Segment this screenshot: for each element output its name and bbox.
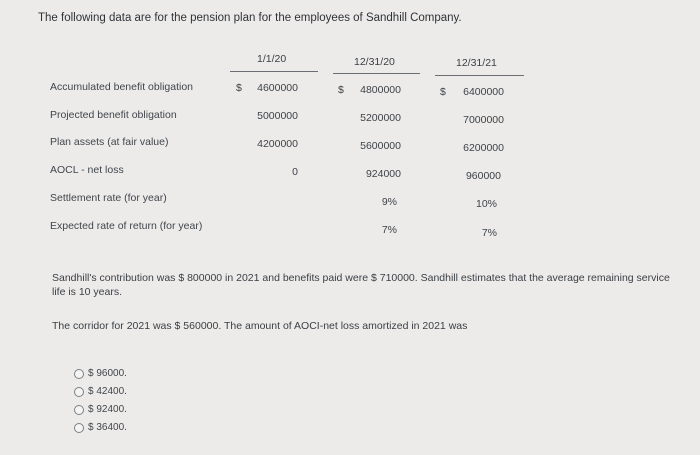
answer-option-3[interactable]: [74, 404, 127, 415]
answer-option-2[interactable]: [74, 386, 127, 397]
table-cell: 7000000: [463, 114, 504, 126]
row-label-expected-return: Expected rate of return (for year): [50, 220, 203, 232]
radio-icon[interactable]: [74, 423, 84, 433]
table-cell: 5000000: [257, 110, 298, 122]
table-cell: $: [440, 86, 446, 98]
radio-icon[interactable]: [74, 369, 84, 379]
table-cell: 4600000: [257, 82, 298, 94]
row-label-abo: Accumulated benefit obligation: [50, 81, 194, 93]
answer-option-4[interactable]: [74, 422, 127, 433]
table-cell: 5200000: [360, 112, 401, 124]
option-label: $ 36400.: [88, 422, 127, 433]
intro-text: The following data are for the pension plan for the employees of Sandhill Company.: [38, 12, 462, 24]
answer-option-1[interactable]: [74, 368, 127, 379]
table-cell: 924000: [365, 168, 401, 180]
row-label-aocl: AOCL - net loss: [50, 164, 124, 176]
table-cell: 7%: [481, 227, 497, 239]
table-cell: 5600000: [360, 140, 401, 152]
table-cell: 7%: [381, 224, 397, 236]
table-cell: 4800000: [360, 84, 401, 96]
table-cell: 6400000: [463, 86, 504, 98]
table-cell: 9%: [381, 196, 397, 208]
option-label: $ 92400.: [88, 404, 127, 415]
col-header-1-1-20: 1/1/20: [257, 53, 287, 65]
question-text: The corridor for 2021 was $ 560000. The amount of AOCI-net loss amortized in 2021 was: [52, 320, 468, 332]
option-label: $ 42400.: [88, 386, 127, 397]
col-header-12-31-20: 12/31/20: [354, 56, 395, 68]
table-cell: $: [338, 84, 344, 96]
header-rule-3: [435, 75, 524, 76]
table-cell: 960000: [465, 170, 501, 182]
radio-icon[interactable]: [74, 405, 84, 415]
row-label-settlement-rate: Settlement rate (for year): [50, 192, 167, 204]
table-cell: 0: [292, 166, 298, 178]
row-label-plan-assets: Plan assets (at fair value): [50, 136, 169, 148]
option-label: $ 96000.: [88, 368, 127, 379]
header-rule-1: [230, 71, 318, 72]
header-rule-2: [333, 73, 420, 74]
radio-icon[interactable]: [74, 387, 84, 397]
col-header-12-31-21: 12/31/21: [456, 57, 497, 69]
table-cell: $: [236, 82, 242, 94]
table-cell: 10%: [475, 198, 497, 210]
table-cell: 4200000: [257, 138, 298, 150]
row-label-pbo: Projected benefit obligation: [50, 109, 177, 121]
table-cell: 6200000: [463, 142, 504, 154]
contribution-paragraph: Sandhill's contribution was $ 800000 in 2021 and benefits paid were $ 710000. Sandhill estimates that the average remaining service life is 10 years.: [52, 272, 670, 298]
